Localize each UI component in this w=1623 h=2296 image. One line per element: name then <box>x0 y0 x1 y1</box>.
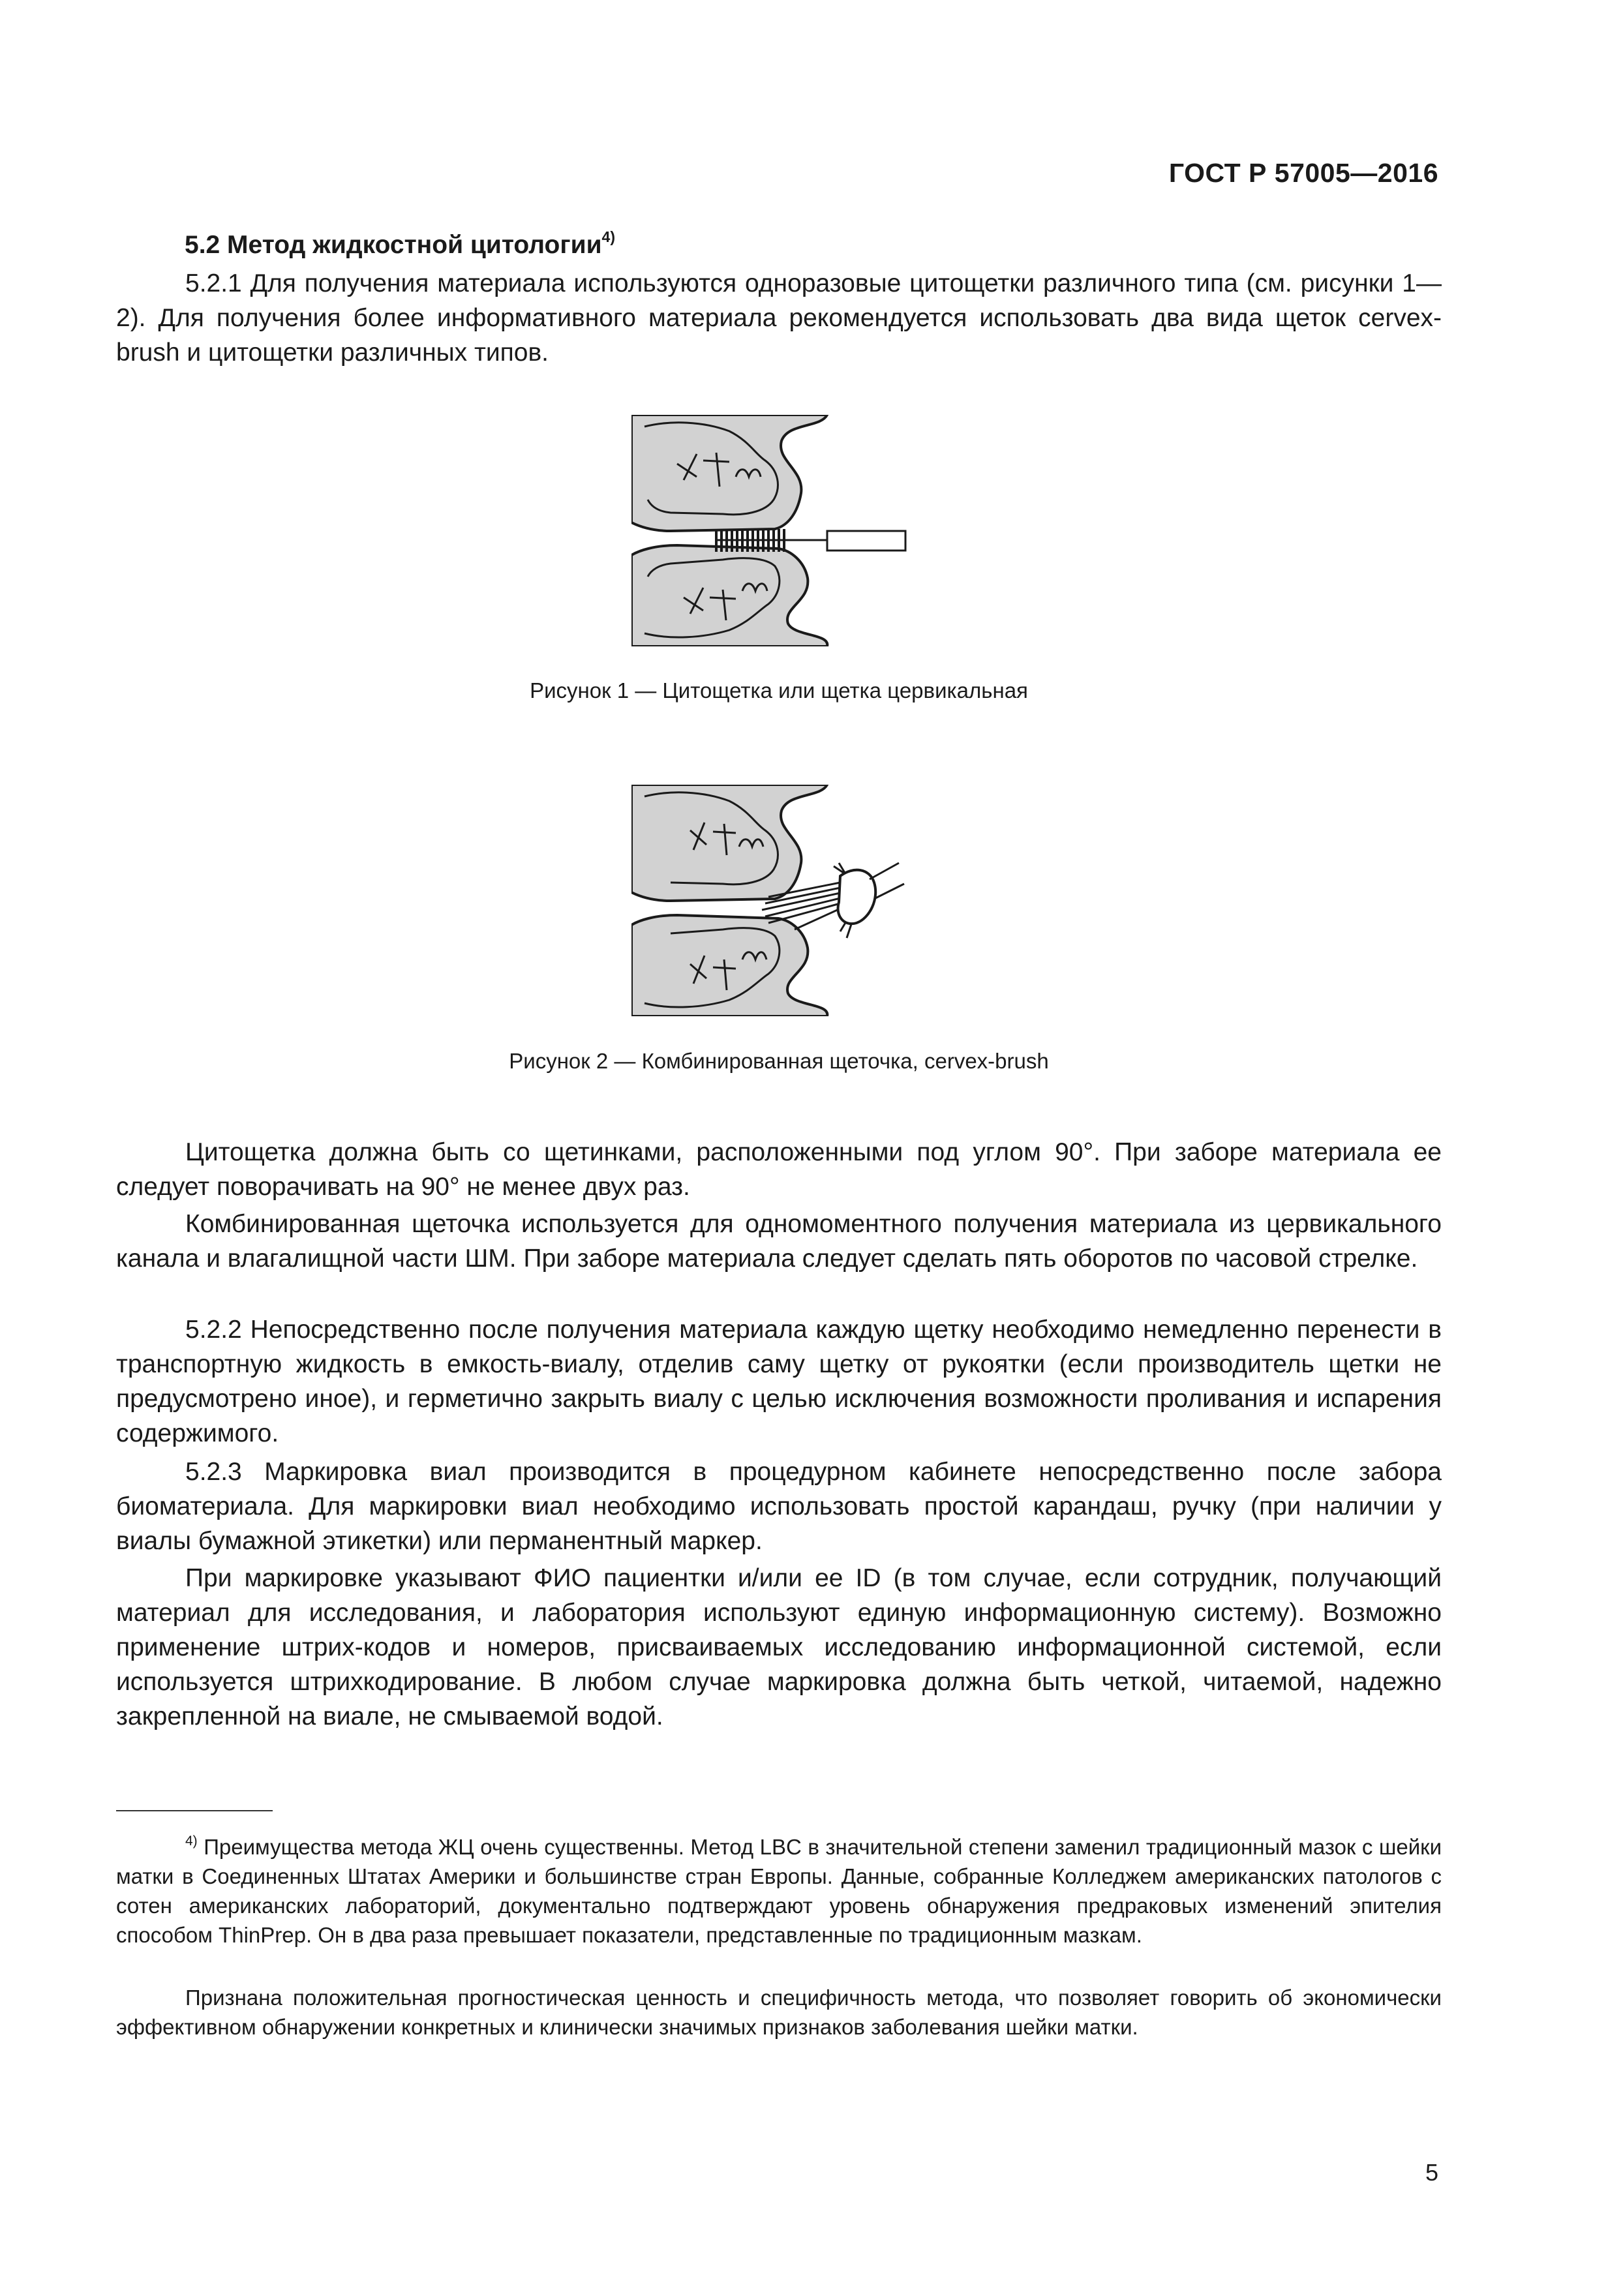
footnote-reference: 4) <box>601 228 615 245</box>
page-number: 5 <box>1425 2159 1438 2186</box>
paragraph-brush-angle: Цитощетка должна быть со щетинками, расположенными под углом 90°. При заборе материала ее следует поворачивать на 90° не менее двух раз. <box>116 1138 1442 1201</box>
section-title: 5.2 Метод жидкостной цитологии <box>185 231 602 259</box>
paragraph-marking: При маркировке указывают ФИО пациентки и/или ее ID (в том случае, если сотрудник, получающий материал для исследования, и лаборатория используют единую информационную систему). Возможно применение штрих-кодов и номеров, присваиваемых исследованию информационной системой, если используется штрихкодирование. В любом случае маркировка должна быть четкой, читаемой, надежно закрепленной на виале, не смываемой водой. <box>116 1564 1442 1730</box>
document-code: ГОСТ Р 57005—2016 <box>1168 158 1438 188</box>
lower-tissue-fold <box>631 545 827 646</box>
figure-2-cervex-brush <box>631 785 925 1016</box>
lower-tissue-fold <box>631 915 827 1016</box>
paragraph-combined-brush: Комбинированная щеточка используется для одномоментного получения материала из цервикального канала и влагалищной части ШМ. При заборе материала следует сделать пять оборотов по часовой стрелке. <box>116 1210 1442 1273</box>
paragraph-5-2-3: 5.2.3 Маркировка виал производится в процедурном кабинете непосредственно после забора биоматериала. Для маркировки виал необходимо использовать простой карандаш, ручку (при наличии у виалы бумажной этикетки) или перманентный маркер. <box>116 1458 1442 1555</box>
paragraph-5-2-2: 5.2.2 Непосредственно после получения материала каждую щетку необходимо немедленно перенести в транспортную жидкость в емкость-виалу, отделив саму щетку от рукоятки (если производитель щетки не предусмотрено иное), и герметично закрыть виалу с целью исключения возможности проливания и испарения содержимого. <box>116 1316 1442 1447</box>
figure-2-caption: Рисунок 2 — Комбинированная щеточка, cervex-brush <box>509 1049 1049 1073</box>
footnote-4-continued: Признана положительная прогностическая ценность и специфичность метода, что позволяет говорить об экономически эффективном обнаружении конкретных и клинически значимых признаков заболевания шейки матки. <box>116 1986 1442 2039</box>
paragraph-5-2-1: 5.2.1 Для получения материала используются одноразовые цитощетки различного типа (см. рисунки 1—2). Для получения более информативного материала рекомендуется использовать два вида щеток cervex-brush и цитощетки различных типов. <box>116 269 1442 367</box>
footnote-marker: 4) <box>185 1834 198 1849</box>
section-heading <box>185 228 615 260</box>
footnote-text: Преимущества метода ЖЦ очень существенны. Метод LBC в значительной степени заменил традиционный мазок с шейки матки в Соединенных Штатах Америки и большинстве стран Европы. Данные, собранные Колледжем американских патологов с сотен американских лабораторий, документально подтверждают уровень обнаружения предраковых изменений эпителия способом ThinPrep. Он в два раза превышает показатели, представленные по традиционным мазкам. <box>116 1835 1442 1947</box>
figure-1-caption: Рисунок 1 — Цитощетка или щетка цервикальная <box>530 678 1028 702</box>
figure-1-cytobrush <box>631 415 925 646</box>
footnote-divider <box>116 1810 273 1811</box>
footnote-4 <box>116 1826 1442 1950</box>
